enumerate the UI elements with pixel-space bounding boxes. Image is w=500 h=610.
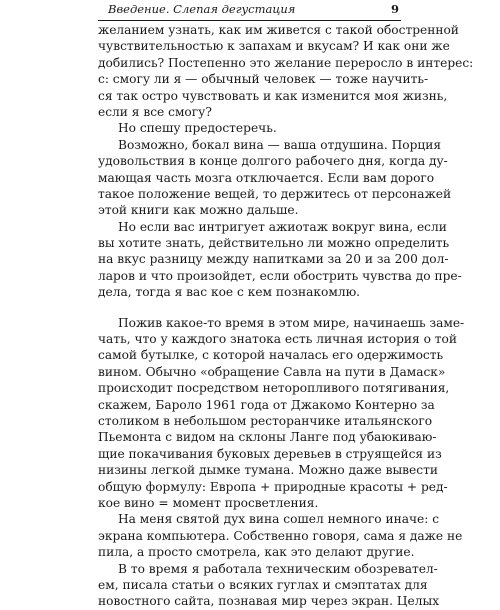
text-line: Пьемонта с видом на склоны Ланге под убаюкиваю- (98, 430, 437, 445)
text-line: желанием узнать, как им живется с такой обостренной (98, 23, 459, 37)
paragraph (98, 511, 463, 560)
text-line: низины легкой дымке тумана. Можно даже вывести (98, 463, 438, 478)
text-line: скажем, Бароло 1961 года от Джакомо Контерно за (98, 397, 435, 412)
paragraph (98, 120, 401, 136)
text-line: этой книги как можно дальше. (98, 203, 299, 218)
text-line: чувствительностью к запахам и вкусам? И как они же (98, 39, 450, 54)
text-line: вы хотите знать, действительно ли можно определить (98, 236, 450, 251)
text-line: такое положение вещей, то держитесь от персонажей (98, 186, 452, 201)
text-line: новостного сайта, познавая мир через экран. Целых (98, 594, 440, 609)
text-line: вином. Обычно «обращение Савла на пути в Дамаск» (98, 364, 446, 379)
text-line: Но если вас интригует ажиотаж вокруг вина, если (118, 219, 447, 234)
running-title: Введение. Слепая дегустация (108, 2, 296, 16)
text-line: происходит посредством неторопливого потягивания, (98, 381, 450, 396)
text-line: Возможно, бокал вина — ваша отдушина. Порция (118, 137, 442, 152)
text-line: дела, тогда я вас кое с кем познакомлю. (98, 285, 361, 300)
text-line: ся так остро чувствовать и как изменится моя жизнь, (98, 88, 448, 103)
text-line: с: смогу ли я — обычный человек — тоже научить- (98, 72, 429, 87)
body-text (98, 22, 474, 610)
text-line: ларов и что произойдет, если обострить чувства до пре- (98, 268, 462, 283)
text-line: добились? Постепенно это желание переросло в интерес: (98, 55, 474, 70)
text-line: В то время я работала техническим обозревател- (118, 561, 438, 576)
text-line: если я все смогу? (98, 104, 212, 119)
text-line: Пожив какое-то время в этом мире, начинаешь заме- (118, 315, 465, 330)
paragraph (98, 315, 465, 512)
section-break (98, 301, 401, 315)
text-line: удовольствия в конце долгого рабочего дня, когда ду- (98, 154, 448, 169)
text-line: мающая часть мозга отключается. Если вам дорого (98, 170, 435, 185)
paragraph (98, 561, 440, 610)
paragraph (98, 22, 474, 120)
paragraph (98, 219, 462, 301)
text-line: щие покачивания буковых деревьев в струящейся из (98, 446, 442, 461)
text-line: самой бутылке, с которой началась его одержимость (98, 348, 444, 363)
running-head (98, 2, 401, 21)
text-line: чать, что у каждого знатока есть личная история о той (98, 332, 458, 347)
text-line: ем, писала статьи о всяких гуглах и смэптатах для (98, 577, 428, 592)
text-line: на вкус разницу между напитками за 20 и за 200 дол- (98, 252, 449, 267)
page-number: 9 (390, 2, 399, 16)
text-line: столиком в небольшом ресторанчике итальянского (98, 413, 433, 428)
text-line: Но спешу предостеречь. (118, 121, 277, 136)
paragraph (98, 137, 452, 219)
text-line: общую формулу: Европа + природные красоты + ред- (98, 479, 448, 494)
text-line: пила, а просто смотрела, как это делают другие. (98, 545, 415, 560)
text-line: кое вино = момент просветления. (98, 495, 319, 510)
text-line: На меня святой дух вина сошел немного иначе: с (118, 512, 440, 527)
text-line: экрана компьютера. Собственно говоря, сама я даже не (98, 528, 463, 543)
